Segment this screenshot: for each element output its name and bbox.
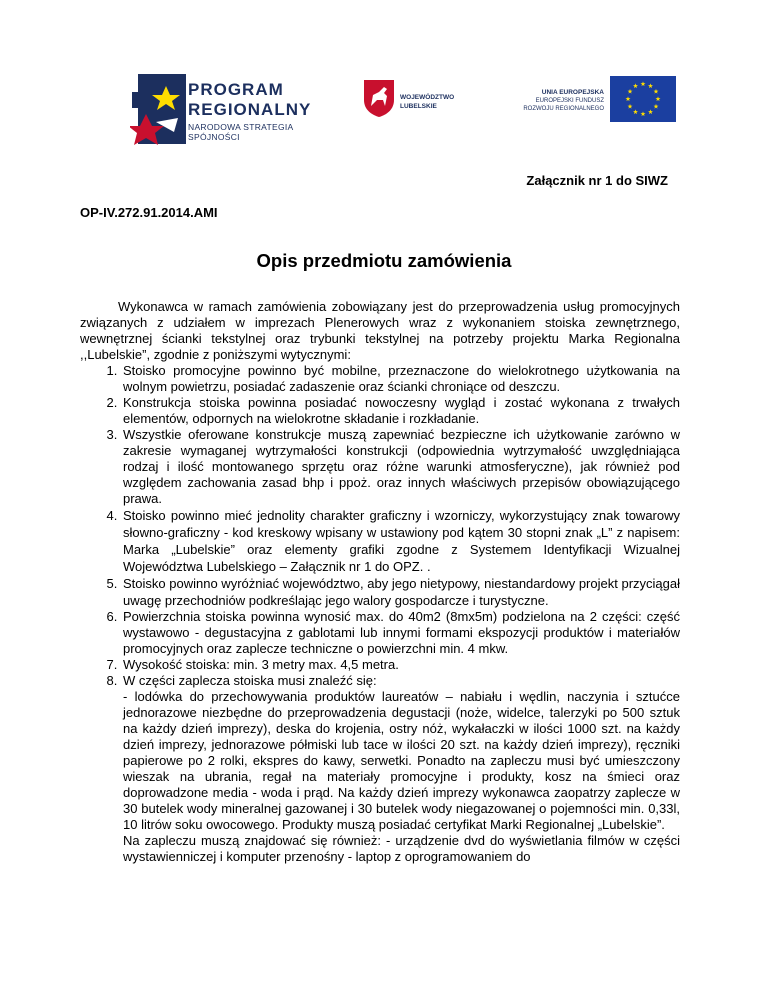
eu-logo — [502, 76, 682, 136]
item8-detail-continued: Na zapleczu muszą znajdować się również: - urządzenie dvd do wyświetlania filmów w części wystawienniczej i komputer przenośny - laptop z oprogramowaniem do — [123, 833, 680, 864]
list-item: 4. Stoisko powinno mieć jednolity charakter graficzny i wzorniczy, wykorzystujący znak towarowy słowno-graficzny - kod kreskowy wpisany w ustawiony pod kątem 30 stopni znak „L” z napisem: Marka „Lubelskie” oraz elementy grafiki zgodne z Systemem Identyfikacji Wizualnej Województwa Lubelskiego – Załącznik nr 1 do OPZ. . — [121, 507, 680, 575]
list-item — [121, 673, 680, 865]
intro-paragraph: Wykonawca w ramach zamówienia zobowiązany jest do przeprowadzenia usług promocyjnych związanych z udziałem w imprezach Plenerowych wraz z wykonaniem stoiska zewnętrznego, wewnętrznej ścianki tekstylnej oraz trybunki tekstylnej na potrzeby projektu Marka Regionalna ,,Lubelskie”, zgodnie z poniższymi wytycznymi: — [80, 299, 680, 362]
lubelskie-logo — [362, 76, 462, 136]
list-item-heading: W części zaplecza stoiska musi znaleźć się: — [123, 673, 377, 688]
reference-number: OP-IV.272.91.2014.AMI — [80, 205, 218, 220]
list-item: 1. Stoisko promocyjne powinno być mobilne, przeznaczone do wielokrotnego użytkowania na wolnym powietrzu, posiadać zadaszenie oraz ścianki chroniące od deszczu. — [121, 363, 680, 395]
lubelskie-line1: WOJEWÓDZTWO — [400, 94, 455, 101]
attachment-label: Załącznik nr 1 do SIWZ — [526, 173, 668, 188]
logo-header — [90, 40, 678, 160]
list-item: 6. Powierzchnia stoiska powinna wynosić max. do 40m2 (8mx5m) podzielona na 2 części: część wystawowo - degustacyjna z gablotami lub innymi formami ekspozycji produktów i materiałów promocyjnych oraz zaplecze techniczne o powierzchni min. 4 mkw. — [121, 609, 680, 657]
eu-flag-icon — [610, 76, 676, 122]
requirements-list — [80, 363, 680, 865]
list-item: 7. Wysokość stoiska: min. 3 metry max. 4,5 metra. — [121, 657, 680, 673]
list-item: 5. Stoisko powinno wyróżniać województwo, aby jego nietypowy, niestandardowy projekt przyciągał uwagę przechodniów podkreślając jego walory gospodarcze i turystyczne. — [121, 575, 680, 609]
program-regionalny-logo — [130, 70, 345, 150]
document-body — [80, 299, 680, 865]
eu-line3: ROZWOJU REGIONALNEGO — [523, 106, 604, 112]
eu-line2: EUROPEJSKI FUNDUSZ — [535, 98, 604, 104]
list-item: 2. Konstrukcja stoiska powinna posiadać nowoczesny wygląd i zostać wykonana z trwałych elementów, odpornych na wielokrotne składanie i rozkładanie. — [121, 395, 680, 427]
eu-line1: UNIA EUROPEJSKA — [541, 89, 604, 96]
item8-detail: - lodówka do przechowywania produktów laureatów – nabiału i wędlin, naczynia i sztućce jednorazowe niezbędne do przeprowadzenia degustacji (noże, widelce, talerzyki po 500 sztuk na każdy dzień imprezy), deska do krojenia, ostry nóż, wykałaczki w ilości 1000 szt. na każdy dzień imprezy, jednorazowe półmiski lub tace w ilości 20 szt. na każdy dzień imprezy), ręczniki papierowe po 2 rolki, ekspres do kawy, serwetki. Ponadto na zapleczu musi być umieszczony wieszak na ubrania, regał na materiały promocyjne i produkty, kosz na śmieci oraz doprowadzone media - woda i prąd. Na każdy dzień imprezy wykonawca zaopatrzy zaplecze w 30 butelek wody mineralnej gazowanej i 30 butelek wody niegazowanej o pojemności min. 0,33l, 10 litrów soku owocowego. Produkty muszą posiadać certyfikat Marki Regionalnej „Lubelskie”. — [123, 689, 680, 832]
list-item: 3. Wszystkie oferowane konstrukcje muszą zapewniać bezpieczne ich użytkowanie zarówno w zakresie wymaganej wytrzymałości konstrukcji (odpowiednia wytrzymałość uwzględniająca rodzaj i ilość montowanego sprzętu oraz różne warunki atmosferyczne), jak również pod względem zachowania zasad bhp i ppoż. oraz innych właściwych przepisów obowiązującego prawa. — [121, 427, 680, 507]
lubelskie-line2: LUBELSKIE — [400, 103, 437, 110]
program-regionalny-line2: REGIONALNY — [188, 100, 312, 119]
lubelskie-crest-icon — [362, 78, 396, 118]
program-regionalny-emblem-icon — [130, 70, 190, 148]
program-regionalny-line1: PROGRAM — [188, 80, 284, 99]
program-regionalny-line3: NARODOWA STRATEGIA SPÓJNOŚCI — [188, 122, 294, 142]
page-title: Opis przedmiotu zamówienia — [256, 250, 512, 271]
